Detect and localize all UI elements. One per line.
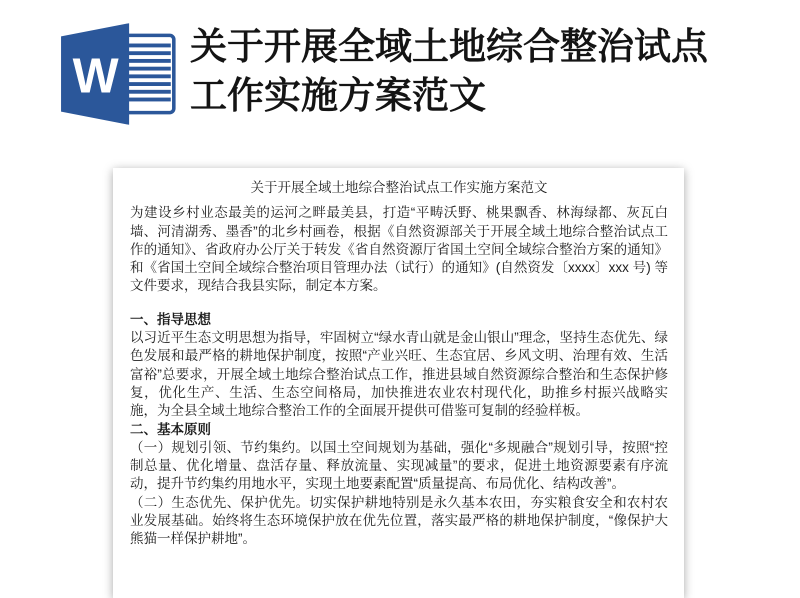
section-heading-basic-principles: 二、基本原则	[130, 421, 211, 437]
document-title: 关于开展全域土地综合整治试点工作实施方案范文	[250, 180, 548, 195]
document-paragraph-principle-2: （二）生态优先、保护优先。切实保护耕地特别是永久基本农田，夯实粮食安全和农村农业发展基础。始终将生态环境保护放在优先位置，落实最严格的耕地保护制度，“像保护大熊猫一样保护耕地”。	[130, 494, 668, 547]
document-paragraph-intro: 为建设乡村业态最美的运河之畔最美县，打造“平畴沃野、桃果飘香、林海绿都、灰瓦白墙、河清湖秀、墨香”的北乡村画卷，根据《自然资源部关于开展全域土地综合整治试点工作的通知》、省政府办公厅关于转发《省自然资源厅省国土空间全域综合整治方案的通知》和《省国土空间全域综合整治项目管理办法（试行）的通知》(自然资发〔xxxx〕xxx 号) 等文件要求，现结合我县实际，制定本方案。	[130, 205, 668, 294]
word-icon-letter: W	[72, 49, 119, 104]
word-icon-sheet	[123, 35, 174, 112]
document-paragraph-principle-1: （一）规划引领、节约集约。以国土空间规划为基础，强化“多规融合”规划引导，按照“控制总量、优化增量、盘活存量、释放流量、实现减量”的要求，促进土地资源要素有序流动，提升节约集约用地水平，实现土地要素配置“质量提高、布局优化、结构改善”。	[130, 439, 668, 492]
document-body	[130, 179, 668, 549]
document-paragraph-guiding-ideology: 以习近平生态文明思想为指导，牢固树立“绿水青山就是金山银山”理念，坚持生态优先、绿色发展和最严格的耕地保护制度，按照“产业兴旺、生态宜居、乡风文明、治理有效、生活富裕”总要求，开展全域土地综合整治试点工作，推进县域自然资源综合整治和生态保护修复，优化生产、生活、生态空间格局，加快推进农业农村现代化，助推乡村振兴战略实施，为全县全域土地综合整治工作的全面展开提供可借鉴可复制的经验样板。	[130, 330, 668, 419]
header	[58, 20, 718, 128]
word-icon	[58, 20, 186, 128]
page-title: 关于开展全域土地综合整治试点工作实施方案范文	[190, 26, 708, 116]
section-heading-guiding-ideology: 一、指导思想	[130, 311, 211, 327]
document-page[interactable]	[113, 168, 684, 598]
